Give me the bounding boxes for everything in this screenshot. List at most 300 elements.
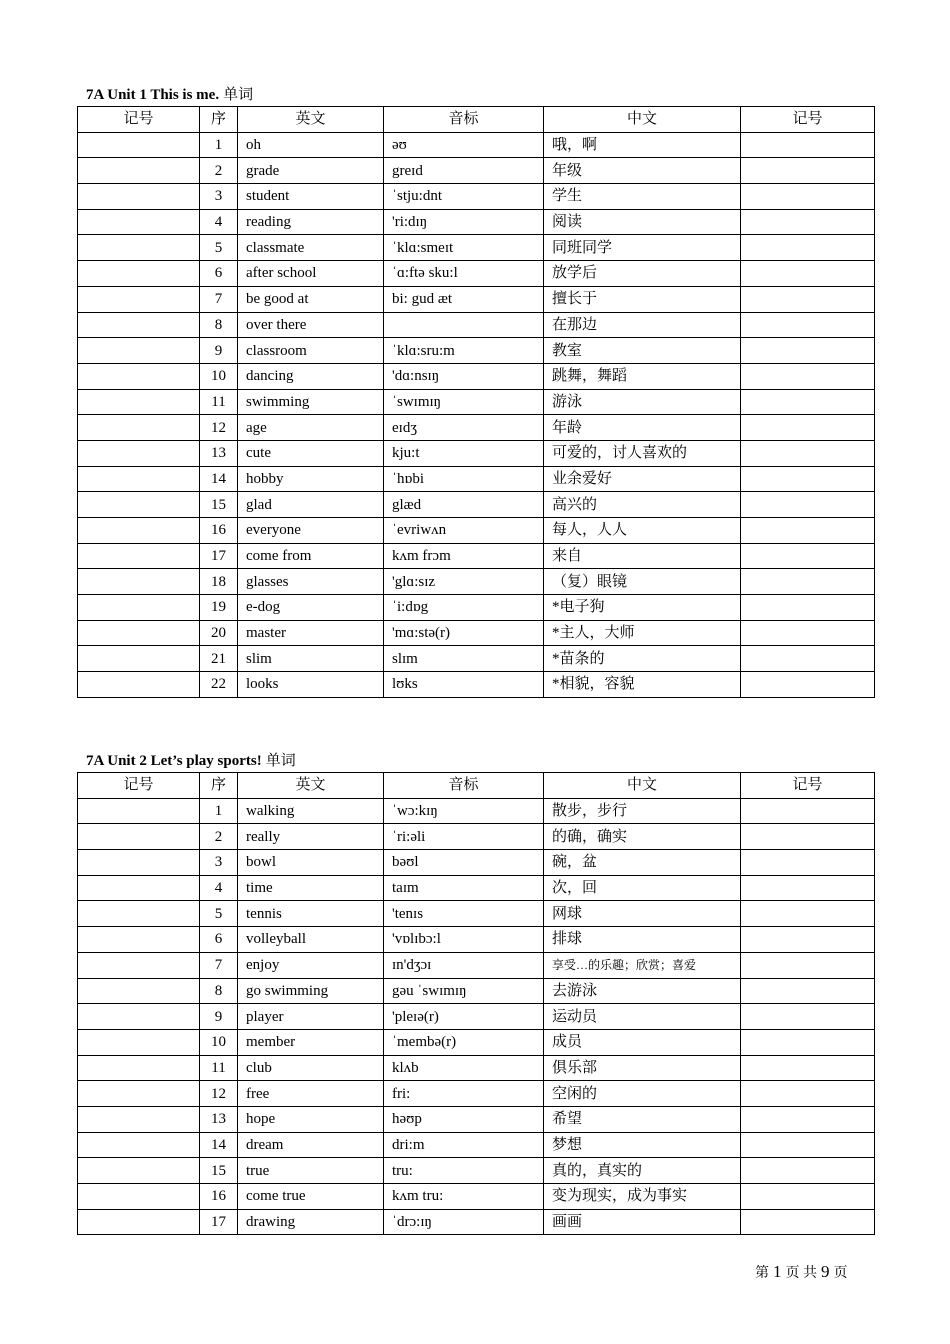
- phonetic-cell: ˈstju:dnt: [384, 184, 544, 210]
- header-mark-2: 记号: [741, 107, 875, 133]
- phonetic-cell: [384, 312, 544, 338]
- mark-cell: [78, 569, 200, 595]
- header-english: 英文: [238, 773, 384, 799]
- mark-cell: [741, 338, 875, 364]
- table-row: [78, 646, 875, 672]
- phonetic-cell: slɪm: [384, 646, 544, 672]
- index-cell: 12: [200, 415, 238, 441]
- table-row: [78, 927, 875, 953]
- phonetic-cell: həʊp: [384, 1106, 544, 1132]
- mark-cell: [78, 312, 200, 338]
- index-cell: 11: [200, 389, 238, 415]
- index-cell: 10: [200, 363, 238, 389]
- index-cell: 6: [200, 261, 238, 287]
- table-row: [78, 620, 875, 646]
- index-cell: 10: [200, 1029, 238, 1055]
- chinese-cell: 业余爱好: [544, 466, 741, 492]
- table-row: [78, 1055, 875, 1081]
- mark-cell: [78, 1106, 200, 1132]
- phonetic-cell: ˈi:dɒg: [384, 595, 544, 621]
- mark-cell: [78, 286, 200, 312]
- table-row: [78, 363, 875, 389]
- english-cell: come from: [238, 543, 384, 569]
- mark-cell: [78, 466, 200, 492]
- table-row: [78, 518, 875, 544]
- index-cell: 22: [200, 672, 238, 698]
- english-cell: classmate: [238, 235, 384, 261]
- mark-cell: [78, 798, 200, 824]
- chinese-cell: 次，回: [544, 875, 741, 901]
- mark-cell: [78, 620, 200, 646]
- index-cell: 14: [200, 1132, 238, 1158]
- phonetic-cell: taɪm: [384, 875, 544, 901]
- page-footer: [755, 1262, 848, 1282]
- phonetic-cell: ˈklɑ:smeɪt: [384, 235, 544, 261]
- table-row: [78, 672, 875, 698]
- chinese-cell: *主人，大师: [544, 620, 741, 646]
- mark-cell: [78, 235, 200, 261]
- phonetic-cell: gəu ˈswɪmɪŋ: [384, 978, 544, 1004]
- chinese-cell: 游泳: [544, 389, 741, 415]
- mark-cell: [78, 543, 200, 569]
- mark-cell: [78, 646, 200, 672]
- table-row: [78, 1081, 875, 1107]
- mark-cell: [78, 1004, 200, 1030]
- chinese-cell: 排球: [544, 927, 741, 953]
- chinese-cell: 梦想: [544, 1132, 741, 1158]
- chinese-cell: 运动员: [544, 1004, 741, 1030]
- chinese-cell: 网球: [544, 901, 741, 927]
- mark-cell: [741, 132, 875, 158]
- mark-cell: [78, 1132, 200, 1158]
- phonetic-cell: ˈɑ:ftə sku:l: [384, 261, 544, 287]
- mark-cell: [741, 1132, 875, 1158]
- phonetic-cell: ˈri:əli: [384, 824, 544, 850]
- table-row: [78, 312, 875, 338]
- mark-cell: [741, 415, 875, 441]
- index-cell: 16: [200, 518, 238, 544]
- phonetic-cell: greɪd: [384, 158, 544, 184]
- chinese-cell: 来自: [544, 543, 741, 569]
- english-cell: member: [238, 1029, 384, 1055]
- phonetic-cell: kʌm frɔm: [384, 543, 544, 569]
- mark-cell: [78, 1184, 200, 1210]
- table-row: [78, 235, 875, 261]
- english-cell: glad: [238, 492, 384, 518]
- english-cell: player: [238, 1004, 384, 1030]
- phonetic-cell: kju:t: [384, 440, 544, 466]
- index-cell: 21: [200, 646, 238, 672]
- index-cell: 12: [200, 1081, 238, 1107]
- phonetic-cell: ˈwɔ:kɪŋ: [384, 798, 544, 824]
- mark-cell: [741, 209, 875, 235]
- mark-cell: [78, 672, 200, 698]
- table-row: [78, 1132, 875, 1158]
- header-mark-2: 记号: [741, 773, 875, 799]
- header-chinese: 中文: [544, 107, 741, 133]
- table-row: [78, 798, 875, 824]
- phonetic-cell: bi: gud æt: [384, 286, 544, 312]
- phonetic-cell: tru:: [384, 1158, 544, 1184]
- phonetic-cell: kʌm tru:: [384, 1184, 544, 1210]
- header-chinese: 中文: [544, 773, 741, 799]
- english-cell: reading: [238, 209, 384, 235]
- mark-cell: [741, 312, 875, 338]
- english-cell: hobby: [238, 466, 384, 492]
- table-row: [78, 1004, 875, 1030]
- phonetic-cell: 'pleɪə(r): [384, 1004, 544, 1030]
- mark-cell: [741, 466, 875, 492]
- index-cell: 13: [200, 440, 238, 466]
- mark-cell: [78, 209, 200, 235]
- table-row: [78, 338, 875, 364]
- english-cell: age: [238, 415, 384, 441]
- mark-cell: [78, 1158, 200, 1184]
- phonetic-cell: 'mɑ:stə(r): [384, 620, 544, 646]
- table-row: [78, 824, 875, 850]
- mark-cell: [741, 1158, 875, 1184]
- table-row: [78, 901, 875, 927]
- chinese-cell: 可爱的，讨人喜欢的: [544, 440, 741, 466]
- header-phonetic: 音标: [384, 107, 544, 133]
- mark-cell: [78, 363, 200, 389]
- mark-cell: [741, 978, 875, 1004]
- english-cell: dream: [238, 1132, 384, 1158]
- chinese-cell: *相貌，容貌: [544, 672, 741, 698]
- mark-cell: [78, 415, 200, 441]
- english-cell: e-dog: [238, 595, 384, 621]
- mark-cell: [741, 901, 875, 927]
- mark-cell: [741, 235, 875, 261]
- mark-cell: [741, 620, 875, 646]
- chinese-cell: 变为现实，成为事实: [544, 1184, 741, 1210]
- table-row: [78, 875, 875, 901]
- chinese-cell: 画画: [544, 1209, 741, 1235]
- index-cell: 20: [200, 620, 238, 646]
- table-row: [78, 389, 875, 415]
- table-header-row: [78, 773, 875, 799]
- mark-cell: [741, 850, 875, 876]
- index-cell: 18: [200, 569, 238, 595]
- phonetic-cell: ˈswɪmɪŋ: [384, 389, 544, 415]
- mark-cell: [741, 672, 875, 698]
- chinese-cell: 俱乐部: [544, 1055, 741, 1081]
- unit1-title-en: 7A Unit 1 This is me.: [86, 87, 220, 103]
- english-cell: master: [238, 620, 384, 646]
- index-cell: 9: [200, 338, 238, 364]
- unit1-title: [86, 86, 253, 104]
- chinese-cell: 哦，啊: [544, 132, 741, 158]
- chinese-cell: 散步，步行: [544, 798, 741, 824]
- table-row: [78, 569, 875, 595]
- mark-cell: [741, 1081, 875, 1107]
- mark-cell: [741, 824, 875, 850]
- index-cell: 17: [200, 543, 238, 569]
- unit1-vocab-table: [77, 106, 875, 698]
- table-row: [78, 440, 875, 466]
- english-cell: oh: [238, 132, 384, 158]
- index-cell: 9: [200, 1004, 238, 1030]
- phonetic-cell: 'glɑ:sɪz: [384, 569, 544, 595]
- english-cell: tennis: [238, 901, 384, 927]
- phonetic-cell: ˈhɒbi: [384, 466, 544, 492]
- english-cell: over there: [238, 312, 384, 338]
- mark-cell: [78, 978, 200, 1004]
- footer-middle: 页 共: [785, 1266, 817, 1281]
- table-row: [78, 492, 875, 518]
- chinese-cell: 在那边: [544, 312, 741, 338]
- english-cell: come true: [238, 1184, 384, 1210]
- chinese-cell: 的确，确实: [544, 824, 741, 850]
- phonetic-cell: əʊ: [384, 132, 544, 158]
- table-row: [78, 286, 875, 312]
- english-cell: swimming: [238, 389, 384, 415]
- phonetic-cell: bəʊl: [384, 850, 544, 876]
- index-cell: 7: [200, 286, 238, 312]
- table-header-row: [78, 107, 875, 133]
- index-cell: 15: [200, 492, 238, 518]
- english-cell: cute: [238, 440, 384, 466]
- phonetic-cell: glæd: [384, 492, 544, 518]
- phonetic-cell: ɪn'dʒɔɪ: [384, 952, 544, 978]
- index-cell: 16: [200, 1184, 238, 1210]
- index-cell: 17: [200, 1209, 238, 1235]
- english-cell: volleyball: [238, 927, 384, 953]
- index-cell: 3: [200, 184, 238, 210]
- english-cell: dancing: [238, 363, 384, 389]
- table-row: [78, 415, 875, 441]
- mark-cell: [78, 338, 200, 364]
- table-row: [78, 978, 875, 1004]
- chinese-cell: 去游泳: [544, 978, 741, 1004]
- mark-cell: [741, 286, 875, 312]
- chinese-cell: 空闲的: [544, 1081, 741, 1107]
- index-cell: 1: [200, 132, 238, 158]
- footer-prefix: 第: [755, 1266, 769, 1281]
- header-index: 序: [200, 107, 238, 133]
- chinese-cell: 教室: [544, 338, 741, 364]
- english-cell: glasses: [238, 569, 384, 595]
- footer-total-pages: 9: [821, 1262, 830, 1281]
- english-cell: after school: [238, 261, 384, 287]
- header-phonetic: 音标: [384, 773, 544, 799]
- mark-cell: [78, 1029, 200, 1055]
- mark-cell: [741, 363, 875, 389]
- mark-cell: [78, 824, 200, 850]
- index-cell: 4: [200, 209, 238, 235]
- unit2-vocab-table: [77, 772, 875, 1235]
- unit2-title: [86, 752, 296, 770]
- mark-cell: [741, 646, 875, 672]
- mark-cell: [741, 492, 875, 518]
- english-cell: go swimming: [238, 978, 384, 1004]
- index-cell: 8: [200, 978, 238, 1004]
- english-cell: classroom: [238, 338, 384, 364]
- table-row: [78, 261, 875, 287]
- mark-cell: [78, 1209, 200, 1235]
- table-row: [78, 1184, 875, 1210]
- chinese-cell: *电子狗: [544, 595, 741, 621]
- english-cell: drawing: [238, 1209, 384, 1235]
- phonetic-cell: lʊks: [384, 672, 544, 698]
- table-row: [78, 158, 875, 184]
- mark-cell: [78, 492, 200, 518]
- index-cell: 5: [200, 235, 238, 261]
- chinese-cell: 成员: [544, 1029, 741, 1055]
- phonetic-cell: klʌb: [384, 1055, 544, 1081]
- mark-cell: [78, 389, 200, 415]
- phonetic-cell: ˈevriwʌn: [384, 518, 544, 544]
- mark-cell: [78, 927, 200, 953]
- mark-cell: [78, 518, 200, 544]
- table-row: [78, 466, 875, 492]
- table-row: [78, 850, 875, 876]
- header-index: 序: [200, 773, 238, 799]
- table-row: [78, 209, 875, 235]
- chinese-cell: 碗，盆: [544, 850, 741, 876]
- table-row: [78, 595, 875, 621]
- chinese-cell: 希望: [544, 1106, 741, 1132]
- phonetic-cell: fri:: [384, 1081, 544, 1107]
- index-cell: 1: [200, 798, 238, 824]
- mark-cell: [741, 440, 875, 466]
- mark-cell: [741, 184, 875, 210]
- mark-cell: [741, 798, 875, 824]
- english-cell: enjoy: [238, 952, 384, 978]
- header-mark: 记号: [78, 773, 200, 799]
- mark-cell: [78, 875, 200, 901]
- phonetic-cell: ˈdrɔ:ɪŋ: [384, 1209, 544, 1235]
- unit1-table-body: [78, 132, 875, 697]
- chinese-cell: *苗条的: [544, 646, 741, 672]
- english-cell: grade: [238, 158, 384, 184]
- phonetic-cell: dri:m: [384, 1132, 544, 1158]
- mark-cell: [741, 158, 875, 184]
- phonetic-cell: eɪdʒ: [384, 415, 544, 441]
- chinese-cell: 跳舞，舞蹈: [544, 363, 741, 389]
- english-cell: hope: [238, 1106, 384, 1132]
- footer-page-number: 1: [773, 1262, 782, 1281]
- unit2-table-body: [78, 798, 875, 1235]
- table-row: [78, 1029, 875, 1055]
- mark-cell: [78, 184, 200, 210]
- chinese-cell: 年级: [544, 158, 741, 184]
- index-cell: 19: [200, 595, 238, 621]
- index-cell: 8: [200, 312, 238, 338]
- chinese-cell: （复）眼镜: [544, 569, 741, 595]
- index-cell: 7: [200, 952, 238, 978]
- english-cell: time: [238, 875, 384, 901]
- mark-cell: [741, 1055, 875, 1081]
- english-cell: everyone: [238, 518, 384, 544]
- index-cell: 4: [200, 875, 238, 901]
- phonetic-cell: 'vɒlɪbɔ:l: [384, 927, 544, 953]
- index-cell: 11: [200, 1055, 238, 1081]
- mark-cell: [741, 952, 875, 978]
- mark-cell: [78, 850, 200, 876]
- mark-cell: [741, 927, 875, 953]
- table-row: [78, 132, 875, 158]
- english-cell: true: [238, 1158, 384, 1184]
- english-cell: walking: [238, 798, 384, 824]
- chinese-cell: 年龄: [544, 415, 741, 441]
- index-cell: 3: [200, 850, 238, 876]
- english-cell: free: [238, 1081, 384, 1107]
- index-cell: 2: [200, 824, 238, 850]
- chinese-cell: 擅长于: [544, 286, 741, 312]
- table-row: [78, 1158, 875, 1184]
- footer-suffix: 页: [833, 1266, 848, 1281]
- mark-cell: [741, 1184, 875, 1210]
- index-cell: 14: [200, 466, 238, 492]
- chinese-cell: 学生: [544, 184, 741, 210]
- english-cell: really: [238, 824, 384, 850]
- phonetic-cell: 'ri:dɪŋ: [384, 209, 544, 235]
- english-cell: bowl: [238, 850, 384, 876]
- table-row: [78, 1106, 875, 1132]
- phonetic-cell: 'dɑ:nsɪŋ: [384, 363, 544, 389]
- table-row: [78, 952, 875, 978]
- index-cell: 2: [200, 158, 238, 184]
- mark-cell: [78, 132, 200, 158]
- chinese-cell: 高兴的: [544, 492, 741, 518]
- phonetic-cell: ˈklɑ:sru:m: [384, 338, 544, 364]
- index-cell: 6: [200, 927, 238, 953]
- mark-cell: [741, 1004, 875, 1030]
- mark-cell: [741, 518, 875, 544]
- index-cell: 15: [200, 1158, 238, 1184]
- mark-cell: [741, 1209, 875, 1235]
- table-row: [78, 1209, 875, 1235]
- english-cell: student: [238, 184, 384, 210]
- header-mark: 记号: [78, 107, 200, 133]
- chinese-cell: 阅读: [544, 209, 741, 235]
- mark-cell: [741, 261, 875, 287]
- header-english: 英文: [238, 107, 384, 133]
- index-cell: 13: [200, 1106, 238, 1132]
- mark-cell: [78, 158, 200, 184]
- chinese-cell: 真的，真实的: [544, 1158, 741, 1184]
- mark-cell: [78, 440, 200, 466]
- unit2-title-cn: 单词: [265, 753, 296, 769]
- mark-cell: [741, 569, 875, 595]
- mark-cell: [741, 1029, 875, 1055]
- mark-cell: [78, 952, 200, 978]
- chinese-cell: 放学后: [544, 261, 741, 287]
- mark-cell: [741, 595, 875, 621]
- english-cell: be good at: [238, 286, 384, 312]
- mark-cell: [78, 901, 200, 927]
- mark-cell: [78, 261, 200, 287]
- table-row: [78, 543, 875, 569]
- english-cell: slim: [238, 646, 384, 672]
- phonetic-cell: ˈmembə(r): [384, 1029, 544, 1055]
- mark-cell: [741, 1106, 875, 1132]
- mark-cell: [78, 595, 200, 621]
- english-cell: looks: [238, 672, 384, 698]
- index-cell: 5: [200, 901, 238, 927]
- mark-cell: [741, 389, 875, 415]
- mark-cell: [741, 543, 875, 569]
- unit2-title-en: 7A Unit 2 Let’s play sports!: [86, 753, 262, 769]
- phonetic-cell: 'tenɪs: [384, 901, 544, 927]
- chinese-cell: 同班同学: [544, 235, 741, 261]
- chinese-cell: 享受…的乐趣；欣赏；喜爱: [544, 952, 741, 978]
- mark-cell: [741, 875, 875, 901]
- mark-cell: [78, 1055, 200, 1081]
- chinese-cell: 每人，人人: [544, 518, 741, 544]
- unit1-title-cn: 单词: [223, 87, 254, 103]
